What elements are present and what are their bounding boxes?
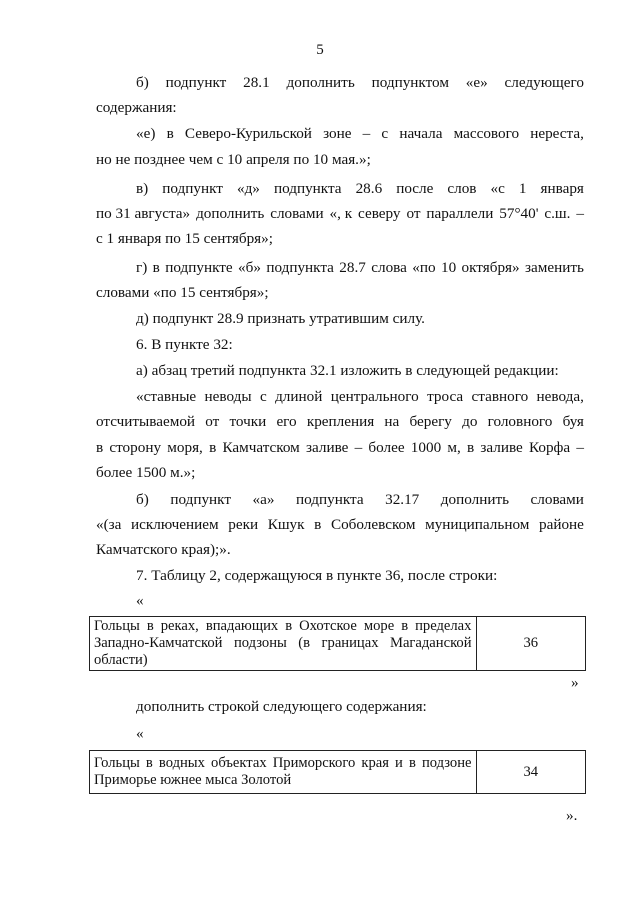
para-line: дополнить строкой следующего содержания: bbox=[136, 698, 427, 715]
word: Охотское bbox=[299, 618, 357, 634]
word: от bbox=[205, 413, 220, 430]
word: с bbox=[381, 125, 389, 142]
word: ставного bbox=[471, 388, 529, 405]
word: троса bbox=[427, 388, 464, 405]
word: Соболевском bbox=[330, 516, 416, 533]
word: параллели bbox=[426, 205, 494, 222]
word: водных bbox=[158, 755, 205, 771]
word: «с bbox=[490, 180, 505, 197]
open-quote: « bbox=[136, 725, 144, 742]
close-quote: ». bbox=[566, 807, 578, 824]
word: головного bbox=[487, 413, 553, 430]
word: подпункта bbox=[273, 180, 342, 197]
word: Гольцы bbox=[94, 755, 140, 771]
word: в bbox=[401, 618, 409, 634]
word: на bbox=[384, 413, 400, 430]
word: 57°40' bbox=[499, 205, 539, 222]
table-cell-description: Гольцы в водных объектах Приморского края и в подзоне Приморье южнее мыса Золотой bbox=[90, 751, 477, 794]
word: слова bbox=[371, 259, 407, 276]
word: центрального bbox=[330, 388, 419, 405]
word: подпункте bbox=[165, 259, 233, 276]
word: его bbox=[276, 413, 297, 430]
word: в) bbox=[136, 180, 149, 197]
word: в bbox=[209, 439, 217, 456]
word: января bbox=[540, 180, 584, 197]
para-line: более 1500 м.»; bbox=[96, 464, 196, 481]
word: дополнить bbox=[196, 205, 265, 222]
word: берегу bbox=[409, 413, 452, 430]
word: реки bbox=[228, 516, 259, 533]
word: дополнить bbox=[286, 74, 355, 91]
word: и bbox=[395, 755, 403, 771]
word: «е) bbox=[136, 125, 156, 142]
word: «а» bbox=[252, 491, 275, 508]
word: более bbox=[368, 439, 405, 456]
table-row-before bbox=[89, 616, 586, 671]
word: подпункта bbox=[266, 259, 334, 276]
para-line: 7. Таблицу 2, содержащуюся в пункте 36, после строки: bbox=[136, 567, 498, 584]
para-line bbox=[136, 491, 584, 509]
word: «ставные bbox=[136, 388, 197, 405]
page-number: 5 bbox=[316, 42, 324, 58]
word: подзоне bbox=[421, 755, 472, 771]
para-line bbox=[96, 516, 584, 534]
word: в bbox=[146, 618, 154, 634]
word: 1 bbox=[518, 180, 527, 197]
word: 28.6 bbox=[355, 180, 383, 197]
word: море bbox=[363, 618, 395, 634]
para-line: д) подпункт 28.9 признать утратившим силу. bbox=[136, 310, 425, 327]
word: заливе bbox=[306, 439, 349, 456]
word: объектах bbox=[211, 755, 267, 771]
table-cell-value: 36 bbox=[476, 617, 585, 671]
word: подпункт bbox=[165, 74, 227, 91]
word: 28.7 bbox=[339, 259, 366, 276]
word: – bbox=[362, 125, 371, 142]
word: северу bbox=[358, 205, 401, 222]
word: заменить bbox=[525, 259, 584, 276]
word: м, bbox=[447, 439, 461, 456]
para-line bbox=[96, 439, 584, 457]
table-cell-value: 34 bbox=[476, 751, 585, 794]
word: моря, bbox=[167, 439, 203, 456]
word: от bbox=[406, 205, 421, 222]
word: Северо-Курильской bbox=[184, 125, 312, 142]
word: в bbox=[166, 125, 174, 142]
word: в bbox=[96, 439, 104, 456]
word: в bbox=[408, 755, 416, 771]
word: «, к bbox=[329, 205, 353, 222]
word: исключением bbox=[131, 516, 219, 533]
word: подпункта bbox=[295, 491, 364, 508]
para-line: Камчатского края);». bbox=[96, 541, 231, 558]
para-line bbox=[136, 259, 584, 277]
word: с bbox=[259, 388, 267, 405]
word: после bbox=[396, 180, 434, 197]
word: нереста, bbox=[530, 125, 584, 142]
word: 32.17 bbox=[385, 491, 420, 508]
open-quote: « bbox=[136, 592, 144, 609]
para-line: но не позднее чем с 10 апреля по 10 мая.»; bbox=[96, 151, 371, 168]
word: г) bbox=[136, 259, 148, 276]
word: словами bbox=[270, 205, 324, 222]
word: пределах bbox=[415, 618, 472, 634]
para-line bbox=[136, 180, 584, 198]
word: длиной bbox=[275, 388, 323, 405]
word: Приморского bbox=[272, 755, 356, 771]
para-line: содержания: bbox=[96, 99, 177, 116]
word: невода, bbox=[536, 388, 584, 405]
word: в bbox=[145, 755, 153, 771]
word: массового bbox=[453, 125, 520, 142]
word: по 31 августа» bbox=[96, 205, 191, 222]
para-line: словами «по 15 сентября»; bbox=[96, 284, 269, 301]
word: в bbox=[314, 516, 322, 533]
word: с.ш. bbox=[544, 205, 571, 222]
word: подпунктом bbox=[371, 74, 449, 91]
word: реках, bbox=[160, 618, 199, 634]
word: Гольцы bbox=[94, 618, 140, 634]
word: подпункт bbox=[170, 491, 231, 508]
word: «по bbox=[412, 259, 436, 276]
word: заливе bbox=[480, 439, 523, 456]
word: 1000 bbox=[410, 439, 442, 456]
word: словами bbox=[530, 491, 584, 508]
word: октября» bbox=[461, 259, 520, 276]
para-line: с 1 января по 15 сентября»; bbox=[96, 230, 273, 247]
word: – bbox=[354, 439, 363, 456]
word: сторону bbox=[109, 439, 162, 456]
word: подпункт bbox=[162, 180, 223, 197]
word: «е» bbox=[465, 74, 488, 91]
word: в bbox=[285, 618, 293, 634]
word: районе bbox=[538, 516, 584, 533]
para-line: а) абзац третий подпункта 32.1 изложить в следующей редакции: bbox=[136, 362, 559, 379]
word: отсчитываемой bbox=[96, 413, 196, 430]
para-line bbox=[136, 388, 584, 406]
word: неводы bbox=[204, 388, 252, 405]
word: в bbox=[152, 259, 160, 276]
para-line bbox=[136, 74, 584, 92]
word: Магаданской bbox=[389, 635, 472, 651]
word: – bbox=[576, 205, 584, 222]
word: Камчатском bbox=[222, 439, 300, 456]
para-line bbox=[136, 125, 584, 143]
word: б) bbox=[136, 491, 149, 508]
word: «б» bbox=[238, 259, 261, 276]
word: следующего bbox=[504, 74, 584, 91]
word: муниципальном bbox=[425, 516, 530, 533]
word: слов bbox=[447, 180, 477, 197]
word: крепления bbox=[306, 413, 375, 430]
word: – bbox=[576, 439, 584, 456]
word: Кшук bbox=[267, 516, 305, 533]
word: точки bbox=[229, 413, 267, 430]
word: до bbox=[462, 413, 478, 430]
word: Корфа bbox=[528, 439, 571, 456]
para-line bbox=[96, 413, 584, 431]
table-cell-description: Гольцы в реках, впадающих в Охотское море в пределах Западно-Камчатской подзоны (в границах Магаданской области) bbox=[90, 617, 477, 671]
word: границах bbox=[321, 635, 379, 651]
word: 28.1 bbox=[243, 74, 270, 91]
word: 10 bbox=[440, 259, 457, 276]
word: буя bbox=[562, 413, 584, 430]
word: б) bbox=[136, 74, 149, 91]
word: «д» bbox=[236, 180, 260, 197]
word: начала bbox=[399, 125, 443, 142]
word: края bbox=[361, 755, 389, 771]
close-quote: » bbox=[571, 674, 579, 691]
word: «(за bbox=[96, 516, 122, 533]
word: впадающих bbox=[205, 618, 279, 634]
para-line bbox=[96, 205, 584, 223]
para-line: 6. В пункте 32: bbox=[136, 336, 233, 353]
word: дополнить bbox=[440, 491, 510, 508]
table-row-added bbox=[89, 750, 586, 794]
word: подзоны bbox=[233, 635, 287, 651]
word: в bbox=[467, 439, 475, 456]
word: зоне bbox=[323, 125, 352, 142]
word: (в bbox=[298, 635, 311, 651]
word: Западно-Камчатской bbox=[94, 635, 223, 651]
